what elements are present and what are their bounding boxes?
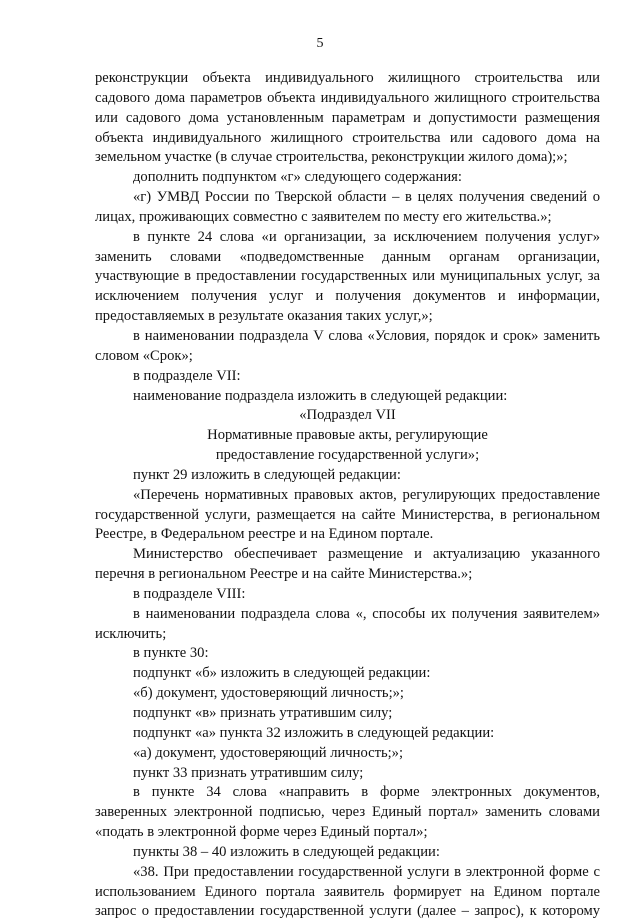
paragraph: «г) УМВД России по Тверской области – в целях получения сведений о лицах, проживающих совместно с заявителем по месту его жительства.»;	[95, 189, 600, 225]
paragraph: «б) документ, удостоверяющий личность;»;	[133, 685, 404, 702]
paragraph: в подразделе VIII:	[133, 585, 246, 602]
paragraph: реконструкции объекта индивидуального жилищного строительства или садового дома параметров объекта индивидуального жилищного строительства или садового дома установленным параметрам и допустимости размещения объекта индивидуального жилищного строительства или садового дома на земельном участке (в случае строительства, реконструкции жилого дома);»;	[95, 70, 600, 166]
paragraph: «Перечень нормативных правовых актов, регулирующих предоставление государственной услуги, размещается на сайте Министерства, в региональном Реестре, в Федеральном реестре и на Едином портале.	[95, 486, 600, 543]
section-title: «Подраздел VII	[299, 407, 396, 424]
page-number: 5	[316, 36, 324, 51]
paragraph: пункт 33 признать утратившим силу;	[133, 764, 364, 781]
paragraph: подпункт «в» признать утратившим силу;	[133, 705, 393, 721]
paragraph: в наименовании подраздела слова «, способы их получения заявителем» исключить;	[95, 605, 600, 642]
document-body	[95, 69, 600, 922]
paragraph: подпункт «а» пункта 32 изложить в следующей редакции:	[133, 724, 495, 741]
section-title: предоставление государственной услуги»;	[215, 447, 480, 464]
paragraph: «а) документ, удостоверяющий личность;»;	[133, 744, 404, 761]
paragraph: пункты 38 – 40 изложить в следующей редакции:	[133, 843, 440, 860]
paragraph: в наименовании подраздела V слова «Условия, порядок и срок» заменить словом «Срок»;	[95, 327, 600, 364]
paragraph: Министерство обеспечивает размещение и актуализацию указанного перечня в региональном Реестре и на сайте Министерства.»;	[95, 546, 600, 583]
paragraph: пункт 29 изложить в следующей редакции:	[133, 466, 401, 483]
paragraph: дополнить подпунктом «г» следующего содержания:	[133, 169, 462, 186]
paragraph: наименование подраздела изложить в следующей редакции:	[133, 387, 508, 404]
paragraph: в подразделе VII:	[133, 367, 241, 384]
section-title: Нормативные правовые акты, регулирующие	[207, 427, 488, 444]
paragraph: в пункте 30:	[133, 645, 209, 662]
paragraph: в пункте 34 слова «направить в форме электронных документов, заверенных электронной подписью, через Единый портал» заменить словами «подать в электронной форме через Единый портал»;	[95, 784, 600, 841]
paragraph: подпункт «б» изложить в следующей редакции:	[133, 665, 431, 682]
paragraph: в пункте 24 слова «и организации, за исключением получения услуг» заменить словами «подведомственные данным органам организации, участвующие в предоставлении государственных или муниципальных услуг, за исключением получения услуг и получения документов и информации, предоставляемых в результате оказания таких услуг,»;	[95, 228, 600, 325]
paragraph: «38. При предоставлении государственной услуги в электронной форме с использованием Единого портала заявитель формирует на Едином портале запрос о предоставлении государственной услуги (далее – запрос), к которому	[95, 863, 600, 920]
